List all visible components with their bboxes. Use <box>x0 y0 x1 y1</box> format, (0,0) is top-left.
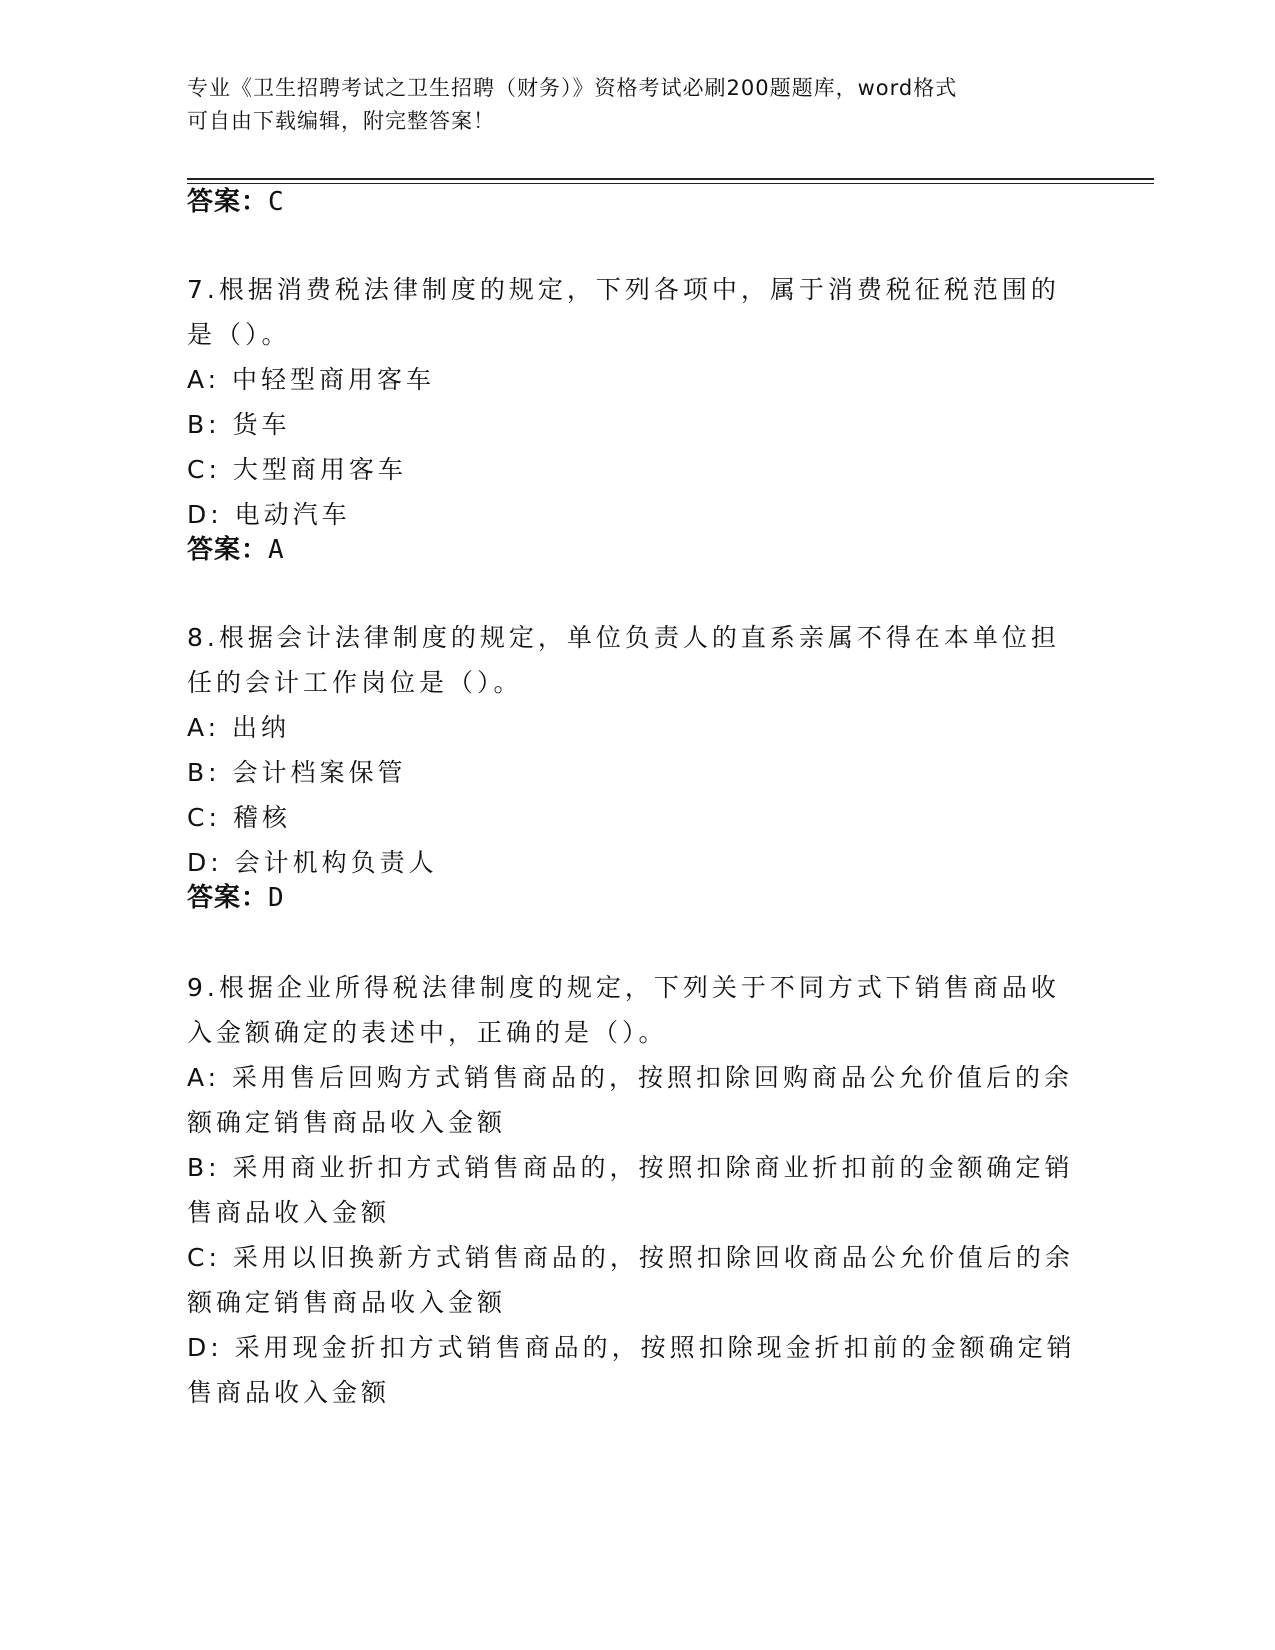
question-9-option-a-line-2: 额确定销售商品收入金额 <box>187 1108 507 1137</box>
question-8-stem-line-1: 8.根据会计法律制度的规定，单位负责人的直系亲属不得在本单位担 <box>187 623 1060 652</box>
header-line-1: 专业《卫生招聘考试之卫生招聘（财务）》资格考试必刷200题题库，word格式 <box>187 76 958 100</box>
question-7-option-b: B: 货车 <box>187 410 291 439</box>
question-8-answer <box>187 878 285 918</box>
question-7-stem-line-1: 7.根据消费税法律制度的规定，下列各项中，属于消费税征税范围的 <box>187 275 1060 304</box>
question-9-option-d-line-2: 售商品收入金额 <box>187 1378 391 1407</box>
question-7-option-c: C: 大型商用客车 <box>187 455 407 484</box>
question-8-option-b: B: 会计档案保管 <box>187 758 407 787</box>
question-8-option-a: A: 出纳 <box>187 713 291 742</box>
question-9-option-b-line-1: B: 采用商业折扣方式销售商品的，按照扣除商业折扣前的金额确定销 <box>187 1153 1074 1182</box>
header-divider-thin <box>187 183 1154 184</box>
answer-value: D <box>268 883 285 913</box>
answer-label: 答案： <box>187 535 269 565</box>
answer-value: A <box>268 535 285 565</box>
question-9-option-c-line-2: 额确定销售商品收入金额 <box>187 1288 507 1317</box>
question-8-option-c: C: 稽核 <box>187 803 291 832</box>
answer-label: 答案： <box>187 187 269 217</box>
answer-label: 答案： <box>187 883 269 913</box>
question-9-stem-line-1: 9.根据企业所得税法律制度的规定，下列关于不同方式下销售商品收 <box>187 973 1060 1002</box>
question-7-option-d: D: 电动汽车 <box>187 500 351 529</box>
page-header <box>187 72 1087 138</box>
question-8-stem-line-2: 任的会计工作岗位是（）。 <box>187 668 523 697</box>
question-7 <box>187 267 1087 537</box>
question-7-answer <box>187 530 285 570</box>
question-9-option-b-line-2: 售商品收入金额 <box>187 1198 391 1227</box>
question-9-stem-line-2: 入金额确定的表述中，正确的是（）。 <box>187 1018 668 1047</box>
question-9 <box>187 965 1087 1415</box>
question-7-option-a: A: 中轻型商用客车 <box>187 365 436 394</box>
header-line-2: 可自由下载编辑，附完整答案！ <box>187 109 495 133</box>
question-8 <box>187 615 1087 885</box>
question-9-option-c-line-1: C: 采用以旧换新方式销售商品的，按照扣除回收商品公允价值后的余 <box>187 1243 1074 1272</box>
header-divider-thick <box>187 178 1154 180</box>
question-9-option-d-line-1: D: 采用现金折扣方式销售商品的，按照扣除现金折扣前的金额确定销 <box>187 1333 1076 1362</box>
answer-previous <box>187 182 285 222</box>
question-7-stem-line-2: 是（）。 <box>187 320 291 349</box>
question-8-option-d: D: 会计机构负责人 <box>187 848 438 877</box>
answer-value: C <box>268 187 285 217</box>
question-9-option-a-line-1: A: 采用售后回购方式销售商品的，按照扣除回购商品公允价值后的余 <box>187 1063 1074 1092</box>
